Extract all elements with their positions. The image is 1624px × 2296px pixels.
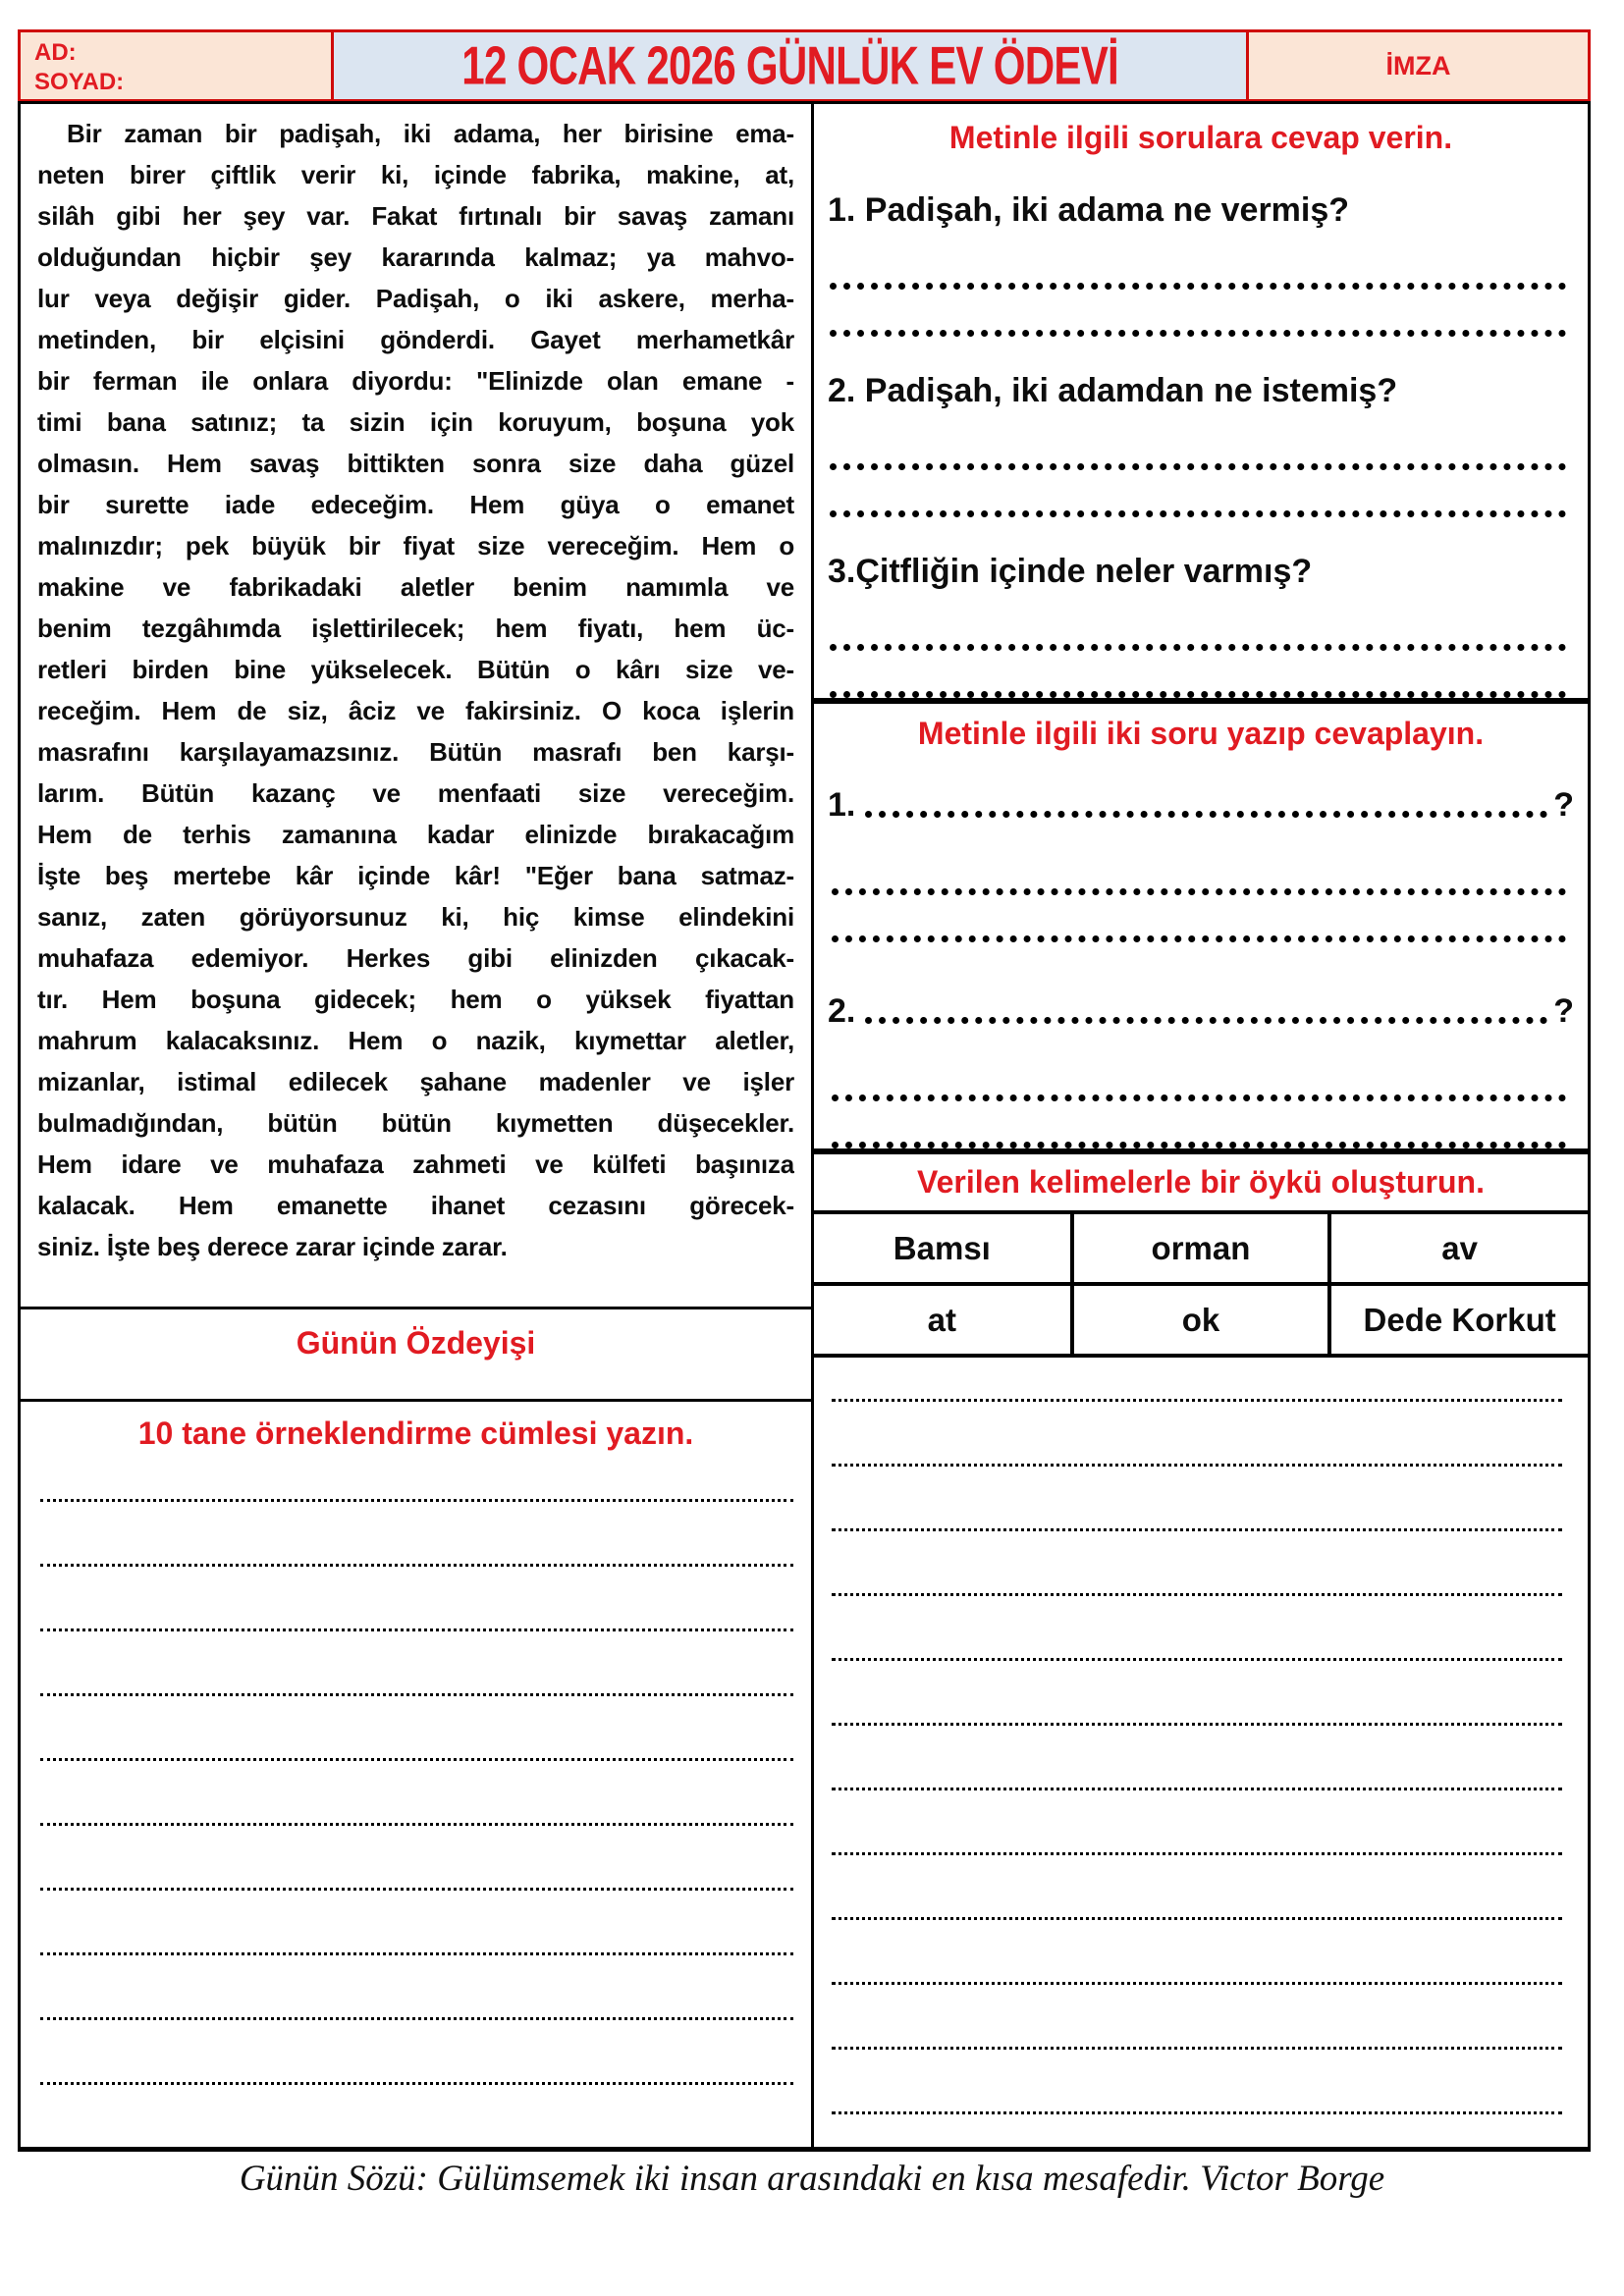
writing-line xyxy=(40,1629,793,1631)
comprehension-questions-title: Metinle ilgili sorulara cevap verin. xyxy=(948,120,1453,155)
surname-label: SOYAD: xyxy=(34,69,125,95)
story-line: bir ferman ile onlara diyordu: "Elinizde olan emane - xyxy=(37,366,794,396)
answer-line xyxy=(830,644,1566,651)
answer-line xyxy=(830,510,1566,517)
writing-line xyxy=(40,1952,793,1955)
story-writing-lines xyxy=(814,1399,1588,2114)
word-cell: ok xyxy=(1072,1284,1330,1356)
word-bank-row xyxy=(814,1212,1588,1284)
daily-quote: Günün Sözü: Gülümsemek iki insan arasındaki en kısa mesafedir. Victor Borge xyxy=(239,2159,1385,2199)
example-writing-lines xyxy=(21,1499,811,2085)
story-line: neten birer çiftlik verir ki, içinde fabrika, makine, at, xyxy=(37,160,794,189)
write-questions-section xyxy=(814,704,1588,1154)
question-number: 1. xyxy=(828,786,856,824)
writing-line xyxy=(40,1888,793,1891)
name-box xyxy=(18,29,334,102)
writing-line xyxy=(40,1758,793,1761)
writing-line xyxy=(40,1693,793,1696)
story-line: İşte beş mertebe kâr içinde kâr! "Eğer bana satmaz- xyxy=(37,861,794,890)
story-line: Hem de terhis zamanına kadar elinizde bırakacağım xyxy=(37,820,794,849)
worksheet-body xyxy=(18,101,1591,2152)
writing-line xyxy=(40,2082,793,2085)
writing-line xyxy=(832,1982,1562,1985)
story-line: benim tezgâhımda işlettirilecek; hem fiyatı, hem üc- xyxy=(37,614,794,643)
story-line: Hem idare ve muhafaza zahmeti ve külfeti başınıza xyxy=(37,1149,794,1179)
story-line: sanız, zaten görüyorsunuz ki, hiç kimse elindekini xyxy=(37,902,794,932)
story-line: malınızdır; pek büyük bir fiyat size vereceğim. Hem o xyxy=(37,531,794,561)
writing-line xyxy=(832,1917,1562,1920)
write-question-2 xyxy=(828,986,1574,1031)
question-mark: ? xyxy=(1553,786,1574,824)
story-line: siniz. İşte beş derece zarar içinde zarar. xyxy=(37,1232,508,1261)
question-3: 3.Çitfliğin içinde neler varmış? xyxy=(828,553,1313,590)
question-number: 2. xyxy=(828,992,856,1030)
story-line: retleri birden bine yükselecek. Bütün o kârı size ve- xyxy=(37,655,794,684)
story-line: makine ve fabrikadaki aletler benim namımla ve xyxy=(37,572,794,602)
story-line: masrafını karşılayamazsınız. Bütün masrafı ben karşı- xyxy=(37,737,794,767)
answer-line xyxy=(830,283,1566,290)
story-line: tır. Hem boşuna gidecek; hem o yüksek fiyattan xyxy=(37,985,794,1014)
right-column xyxy=(814,104,1588,2147)
story-line: timi bana satınız; ta sizin için koruyum, boşuna yok xyxy=(37,407,794,437)
story-line: mahrum kalacaksınız. Hem o nazik, kıymettar aletler, xyxy=(37,1026,794,1055)
writing-line xyxy=(832,1528,1562,1531)
writing-line xyxy=(40,1564,793,1567)
header xyxy=(18,29,1591,102)
signature-label: İMZA xyxy=(1385,50,1451,80)
writing-line xyxy=(832,1464,1562,1467)
left-column xyxy=(21,104,814,2147)
story-line: bir surette iade edeceğim. Hem güya o emanet xyxy=(37,490,794,519)
story-writing-section xyxy=(814,1154,1588,2176)
reading-passage xyxy=(21,104,811,1307)
example-sentences-title: 10 tane örneklendirme cümlesi yazın. xyxy=(137,1415,694,1451)
answer-line xyxy=(832,1142,1566,1148)
word-cell: orman xyxy=(1072,1212,1330,1284)
question-mark: ? xyxy=(1553,992,1574,1030)
answer-line xyxy=(830,330,1566,337)
word-cell: Dede Korkut xyxy=(1329,1284,1588,1356)
story-line: kalacak. Hem emanette ihanet cezasını görecek- xyxy=(37,1191,794,1220)
story-line: receğim. Hem de siz, âciz ve fakirsiniz. O koca işlerin xyxy=(37,696,794,725)
answer-line xyxy=(830,691,1566,698)
signature-box xyxy=(1247,29,1591,102)
writing-line xyxy=(832,1852,1562,1855)
answer-line xyxy=(830,463,1566,470)
story-line: bulmadığından, bütün bütün kıymetten düşecekler. xyxy=(37,1108,794,1138)
quote-of-day-section xyxy=(21,1307,811,1402)
story-writing-title: Verilen kelimelerle bir öykü oluşturun. xyxy=(917,1164,1485,1200)
example-sentences-section xyxy=(21,1402,811,2147)
write-questions-title: Metinle ilgili iki soru yazıp cevaplayın. xyxy=(917,716,1485,751)
dotted-fill xyxy=(865,1017,1547,1024)
word-bank-row xyxy=(814,1284,1588,1356)
story-line: muhafaza edemiyor. Herkes gibi elinizden çıkacak- xyxy=(37,943,794,973)
write-question-1 xyxy=(828,779,1574,825)
writing-line xyxy=(832,1593,1562,1596)
page-title: 12 OCAK 2026 GÜNLÜK EV ÖDEVİ xyxy=(461,35,1118,96)
question-1: 1. Padişah, iki adama ne vermiş? xyxy=(828,191,1350,229)
story-line: metinden, bir elçisini gönderdi. Gayet merhametkâr xyxy=(37,325,794,354)
writing-line xyxy=(832,1399,1562,1402)
story-line: silâh gibi her şey var. Fakat fırtınalı bir savaş zamanı xyxy=(37,201,794,231)
answer-line xyxy=(832,935,1566,942)
writing-line xyxy=(40,2017,793,2020)
writing-line xyxy=(40,1499,793,1502)
name-label: AD: xyxy=(34,39,77,66)
story-line: olduğundan hiçbir şey kararında kalmaz; ya mahvo- xyxy=(37,242,794,272)
word-cell: av xyxy=(1329,1212,1588,1284)
comprehension-questions-section xyxy=(814,104,1588,704)
title-box xyxy=(332,29,1249,102)
story-line: mizanlar, istimal edilecek şahane madenler ve işler xyxy=(37,1067,794,1096)
writing-line xyxy=(832,1658,1562,1661)
answer-line xyxy=(832,888,1566,895)
story-line: Bir zaman bir padişah, iki adama, her birisine ema- xyxy=(67,119,794,148)
word-bank-table xyxy=(814,1210,1588,1358)
quote-of-day-title: Günün Özdeyişi xyxy=(296,1325,536,1362)
dotted-fill xyxy=(865,811,1547,818)
answer-line xyxy=(832,1095,1566,1101)
story-line: olmasın. Hem savaş bittikten sonra size daha güzel xyxy=(37,449,794,478)
writing-line xyxy=(40,1823,793,1826)
word-cell: at xyxy=(814,1284,1072,1356)
writing-line xyxy=(832,1723,1562,1726)
writing-line xyxy=(832,2111,1562,2114)
writing-line xyxy=(832,1788,1562,1790)
question-2: 2. Padişah, iki adamdan ne istemiş? xyxy=(828,372,1398,409)
word-cell: Bamsı xyxy=(814,1212,1072,1284)
story-line: lur veya değişir gider. Padişah, o iki askere, merha- xyxy=(37,284,794,313)
writing-line xyxy=(832,2047,1562,2050)
story-line: larım. Bütün kazanç ve menfaati size vereceğim. xyxy=(37,778,794,808)
